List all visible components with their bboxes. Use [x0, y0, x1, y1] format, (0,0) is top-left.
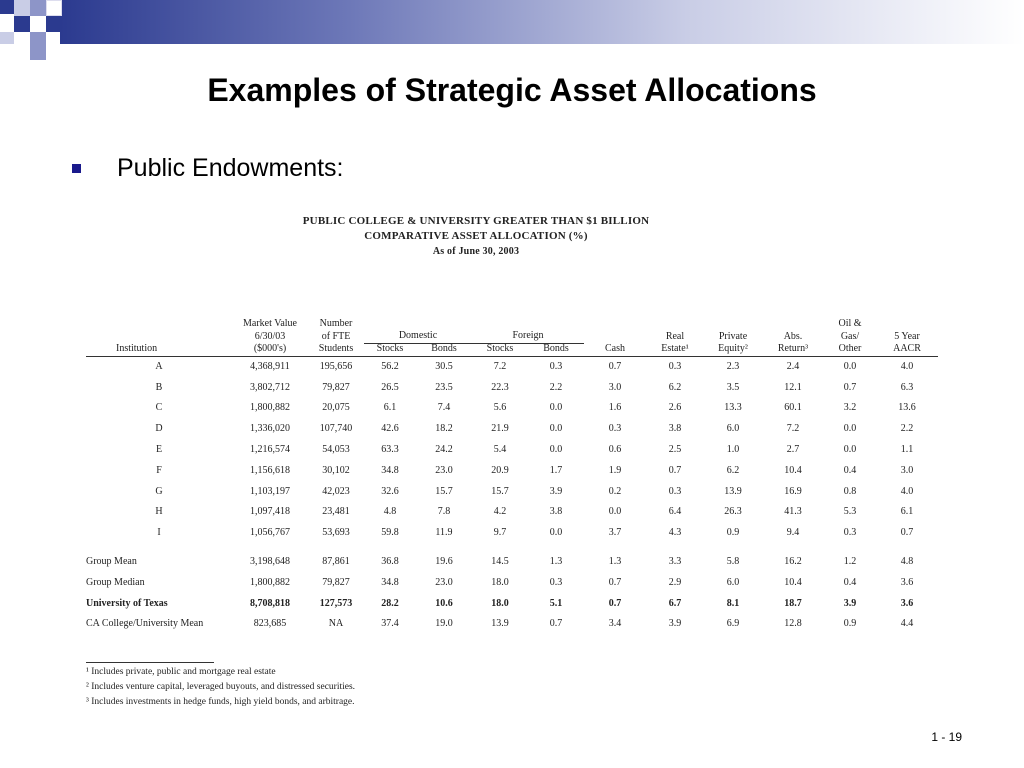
- table-cell: 4.4: [900, 618, 914, 630]
- summary-row: [86, 572, 938, 593]
- table-cell: 0.7: [608, 576, 622, 588]
- header-real-estate: Real: [665, 330, 685, 342]
- table-cell: 13.9: [491, 618, 509, 630]
- table-cell: 24.2: [435, 444, 453, 456]
- table-cell: 60.1: [784, 402, 802, 414]
- header-market-value-unit: ($000's): [232, 343, 308, 356]
- table-row: [86, 439, 938, 460]
- header-market-value: Market Value 6/30/03: [243, 318, 297, 342]
- summary-row: [86, 551, 938, 572]
- table-cell: 20.9: [491, 464, 509, 476]
- table-cell: 0.7: [608, 597, 622, 609]
- header-institution: Institution: [86, 343, 232, 356]
- header-square: [14, 16, 30, 32]
- table-cell: 41.3: [784, 506, 802, 518]
- table-cell: 823,685: [253, 618, 287, 630]
- table-cell: 23,481: [322, 506, 350, 518]
- table-cell: 6.0: [726, 576, 740, 588]
- table-cell: 1,336,020: [250, 423, 290, 435]
- table-cell: 21.9: [491, 423, 509, 435]
- table-cell: 2.2: [900, 423, 914, 435]
- table-cell: 18.2: [435, 423, 453, 435]
- table-cell: 3.9: [843, 597, 857, 609]
- table-cell: 6.2: [668, 381, 682, 393]
- table-cell: 36.8: [381, 556, 399, 568]
- table-cell: 79,827: [322, 381, 350, 393]
- row-label: University of Texas: [86, 597, 168, 609]
- table-cell: 2.7: [786, 444, 800, 456]
- table-cell: 7.2: [493, 361, 507, 373]
- table-cell: 3.8: [549, 506, 563, 518]
- table-cell: 1.0: [726, 444, 740, 456]
- table-cell: 0.3: [549, 361, 563, 373]
- header-spacer: [86, 318, 232, 343]
- table-cell: 30,102: [322, 464, 350, 476]
- table-cell: 54,053: [322, 444, 350, 456]
- table-cell: 18.0: [491, 597, 509, 609]
- bullet-square-icon: [72, 164, 81, 173]
- table-cell: 1.2: [843, 556, 857, 568]
- footnote-2: ² Includes venture capital, leveraged buyouts, and distressed securities.: [86, 682, 356, 692]
- header-aacr-2: AACR: [876, 343, 938, 356]
- table-cell: 79,827: [322, 576, 350, 588]
- table-cell: 23.0: [435, 464, 453, 476]
- table-cell: 0.7: [843, 381, 857, 393]
- header-abs-return-2: Return³: [762, 343, 824, 356]
- table-subtitle: COMPARATIVE ASSET ALLOCATION (%): [364, 230, 588, 242]
- table-cell: 3,802,712: [250, 381, 290, 393]
- table-cell: 1,056,767: [250, 527, 290, 539]
- slide-title: Examples of Strategic Asset Allocations: [207, 72, 817, 108]
- table-cell: 0.3: [843, 527, 857, 539]
- table-cell: 5.8: [726, 556, 740, 568]
- table-cell: 3.8: [668, 423, 682, 435]
- table-row: [86, 398, 938, 419]
- footnote-3: ³ Includes investments in hedge funds, high yield bonds, and arbitrage.: [86, 697, 355, 707]
- table-cell: 0.7: [668, 464, 682, 476]
- row-label: G: [155, 485, 163, 497]
- table-cell: 37.4: [381, 618, 399, 630]
- table-cell: 4.0: [900, 361, 914, 373]
- row-label: F: [156, 464, 162, 476]
- header-square: [30, 16, 46, 32]
- footnote-1: ¹ Includes private, public and mortgage real estate: [86, 667, 276, 677]
- row-label: E: [155, 444, 163, 456]
- table-cell: 3.0: [608, 381, 622, 393]
- row-label: H: [155, 506, 163, 518]
- table-cell: 0.7: [608, 361, 622, 373]
- table-cell: 1,800,882: [250, 402, 290, 414]
- header-oil-gas: Oil & Gas/: [838, 318, 862, 342]
- table-cell: 0.0: [549, 527, 563, 539]
- summary-row: [86, 593, 938, 614]
- table-cell: 0.0: [608, 506, 622, 518]
- table-cell: 3.2: [843, 402, 857, 414]
- row-label: D: [155, 423, 163, 435]
- table-cell: 56.2: [381, 361, 399, 373]
- table-cell: 127,573: [319, 597, 353, 609]
- table-cell: 0.4: [843, 576, 857, 588]
- table-cell: 13.6: [898, 402, 916, 414]
- row-label: CA College/University Mean: [86, 618, 204, 630]
- table-cell: 0.3: [549, 576, 563, 588]
- header-square: [0, 0, 14, 14]
- table-cell: 9.7: [493, 527, 507, 539]
- table-cell: 42,023: [322, 485, 350, 497]
- table-cell: 6.9: [726, 618, 740, 630]
- table-cell: 3.0: [900, 464, 914, 476]
- table-cell: 7.8: [437, 506, 451, 518]
- table-cell: 0.0: [843, 361, 857, 373]
- header-domestic-stocks: Stocks: [364, 343, 416, 356]
- table-cell: 4.8: [383, 506, 397, 518]
- table-cell: 4.8: [900, 556, 914, 568]
- table-cell: 3.5: [726, 381, 740, 393]
- row-spacer: [86, 543, 938, 551]
- table-cell: 3.6: [900, 597, 914, 609]
- table-cell: 3.6: [900, 576, 914, 588]
- table-cell: 0.2: [608, 485, 622, 497]
- table-title: PUBLIC COLLEGE & UNIVERSITY GREATER THAN $1 BILLION: [302, 215, 650, 227]
- table-cell: 5.6: [493, 402, 507, 414]
- table-cell: 195,656: [319, 361, 353, 373]
- table-cell: 32.6: [381, 485, 399, 497]
- table-cell: 1.3: [549, 556, 563, 568]
- table-cell: 0.7: [549, 618, 563, 630]
- table-cell: 4.2: [493, 506, 507, 518]
- table-cell: 4,368,911: [250, 361, 290, 373]
- table-cell: 12.8: [784, 618, 802, 630]
- header-square: [30, 0, 46, 16]
- header-abs-return: Abs.: [783, 330, 803, 342]
- table-cell: 1,156,618: [250, 464, 290, 476]
- table-cell: 18.7: [784, 597, 802, 609]
- table-cell: 8.1: [726, 597, 740, 609]
- allocation-table: [86, 318, 938, 634]
- header-fte-unit: Students: [308, 343, 364, 356]
- table-cell: 2.9: [668, 576, 682, 588]
- header-private-equity: Private: [718, 330, 748, 342]
- footnote-rule: [86, 662, 214, 663]
- table-cell: 14.5: [491, 556, 509, 568]
- row-label: A: [155, 361, 163, 373]
- table-cell: 10.4: [784, 576, 802, 588]
- table-cell: 1.7: [549, 464, 563, 476]
- table-cell: 4.0: [900, 485, 914, 497]
- table-cell: 16.9: [784, 485, 802, 497]
- header-cash: Cash: [584, 343, 646, 356]
- table-row: [86, 481, 938, 502]
- header-square: [46, 0, 62, 16]
- table-row: [86, 522, 938, 543]
- table-row: [86, 377, 938, 398]
- table-cell: 3.7: [608, 527, 622, 539]
- table-cell: 0.0: [549, 444, 563, 456]
- table-row: [86, 418, 938, 439]
- table-cell: 13.9: [724, 485, 742, 497]
- table-cell: 5.3: [843, 506, 857, 518]
- footnotes: [86, 662, 355, 710]
- table-body: [86, 356, 938, 634]
- allocation-table-image: [86, 214, 966, 707]
- table-cell: 5.4: [493, 444, 507, 456]
- bullet-text: Public Endowments:: [117, 154, 344, 182]
- table-cell: 53,693: [322, 527, 350, 539]
- table-cell: 26.5: [381, 381, 399, 393]
- header-gradient-bar: [60, 0, 1024, 44]
- table-cell: 3.3: [668, 556, 682, 568]
- table-cell: 6.7: [668, 597, 682, 609]
- header-spacer: [584, 318, 646, 343]
- table-cell: 0.3: [668, 361, 682, 373]
- header-square: [46, 16, 62, 32]
- table-cell: 26.3: [724, 506, 742, 518]
- table-cell: 15.7: [435, 485, 453, 497]
- header-oil-gas-3: Other: [824, 343, 876, 356]
- header-square: [30, 46, 46, 60]
- table-cell: 59.8: [381, 527, 399, 539]
- table-cell: 3.9: [668, 618, 682, 630]
- header-fte: Number of FTE: [319, 318, 353, 342]
- table-cell: 1,103,197: [250, 485, 290, 497]
- table-cell: 0.0: [549, 402, 563, 414]
- table-cell: 3.9: [549, 485, 563, 497]
- table-cell: 6.3: [900, 381, 914, 393]
- table-cell: 10.6: [435, 597, 453, 609]
- table-cell: 42.6: [381, 423, 399, 435]
- table-cell: 20,075: [322, 402, 350, 414]
- table-cell: 6.1: [383, 402, 397, 414]
- table-cell: 6.0: [726, 423, 740, 435]
- table-cell: 8,708,818: [250, 597, 290, 609]
- header-domestic-bonds: Bonds: [416, 343, 472, 356]
- table-cell: 1,097,418: [250, 506, 290, 518]
- page-number: 1 - 19: [931, 730, 962, 744]
- table-cell: 34.8: [381, 464, 399, 476]
- header-real-estate-2: Estate¹: [646, 343, 704, 356]
- summary-row: [86, 614, 938, 635]
- table-cell: 2.4: [786, 361, 800, 373]
- header-square: [0, 32, 14, 44]
- table-cell: 0.9: [843, 618, 857, 630]
- table-cell: 10.4: [784, 464, 802, 476]
- table-cell: 2.3: [726, 361, 740, 373]
- table-cell: 16.2: [784, 556, 802, 568]
- table-cell: 19.0: [435, 618, 453, 630]
- header-foreign-bonds: Bonds: [528, 343, 584, 356]
- table-cell: 1,800,882: [250, 576, 290, 588]
- table-cell: 0.4: [843, 464, 857, 476]
- table-cell: 6.4: [668, 506, 682, 518]
- table-cell: 34.8: [381, 576, 399, 588]
- table-cell: 6.2: [726, 464, 740, 476]
- table-cell: 4.3: [668, 527, 682, 539]
- table-cell: 0.0: [843, 423, 857, 435]
- header-square: [14, 0, 30, 16]
- header-foreign: Foreign: [472, 318, 584, 343]
- table-cell: 1.3: [608, 556, 622, 568]
- row-label: B: [155, 381, 163, 393]
- table-cell: 15.7: [491, 485, 509, 497]
- table-cell: 13.3: [724, 402, 742, 414]
- table-cell: 1,216,574: [250, 444, 290, 456]
- table-cell: 0.3: [668, 485, 682, 497]
- table-cell: 12.1: [784, 381, 802, 393]
- table-cell: 63.3: [381, 444, 399, 456]
- table-cell: NA: [328, 618, 344, 630]
- table-cell: 2.2: [549, 381, 563, 393]
- table-cell: 2.5: [668, 444, 682, 456]
- table-cell: 1.1: [900, 444, 914, 456]
- table-cell: 11.9: [435, 527, 453, 539]
- table-cell: 5.1: [549, 597, 563, 609]
- table-cell: 0.8: [843, 485, 857, 497]
- table-cell: 1.9: [608, 464, 622, 476]
- table-cell: 0.0: [843, 444, 857, 456]
- table-cell: 0.6: [608, 444, 622, 456]
- table-cell: 18.0: [491, 576, 509, 588]
- table-cell: 107,740: [319, 423, 353, 435]
- header-domestic: Domestic: [364, 318, 472, 343]
- header-private-equity-2: Equity²: [704, 343, 762, 356]
- row-label: Group Mean: [86, 556, 137, 568]
- table-cell: 30.5: [435, 361, 453, 373]
- table-cell: 2.6: [668, 402, 682, 414]
- table-cell: 7.4: [437, 402, 451, 414]
- table-cell: 3.4: [608, 618, 622, 630]
- table-cell: 9.4: [786, 527, 800, 539]
- row-label: I: [157, 527, 161, 539]
- table-row: [86, 356, 938, 377]
- table-cell: 1.6: [608, 402, 622, 414]
- table-cell: 23.5: [435, 381, 453, 393]
- table-cell: 0.7: [900, 527, 914, 539]
- header-aacr: 5 Year: [894, 330, 920, 342]
- bullet-item: [72, 154, 344, 183]
- table-cell: 3,198,648: [250, 556, 290, 568]
- table-row: [86, 502, 938, 523]
- table-cell: 7.2: [786, 423, 800, 435]
- table-cell: 0.0: [549, 423, 563, 435]
- header-foreign-stocks: Stocks: [472, 343, 528, 356]
- table-date: As of June 30, 2003: [432, 246, 520, 257]
- header-square: [30, 32, 46, 46]
- table-cell: 19.6: [435, 556, 453, 568]
- row-label: C: [155, 402, 163, 414]
- table-row: [86, 460, 938, 481]
- table-cell: 22.3: [491, 381, 509, 393]
- table-cell: 87,861: [322, 556, 350, 568]
- table-cell: 28.2: [381, 597, 399, 609]
- table-cell: 6.1: [900, 506, 914, 518]
- header-decoration: [0, 0, 1024, 44]
- table-cell: 0.3: [608, 423, 622, 435]
- row-label: Group Median: [86, 576, 145, 588]
- table-cell: 0.9: [726, 527, 740, 539]
- table-cell: 23.0: [435, 576, 453, 588]
